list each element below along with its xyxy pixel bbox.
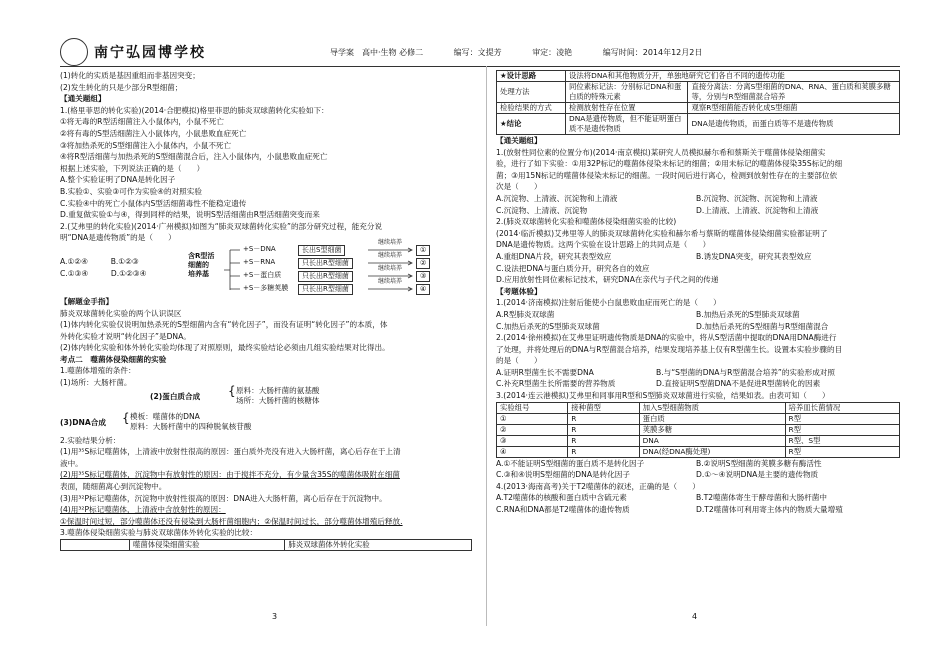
table-header: 接种菌型 <box>568 402 639 413</box>
option: B.加热后杀死的S型肺炎双球菌 <box>696 309 800 319</box>
text-line: 根据上述实验，下列说法正确的是（ ） <box>60 163 205 173</box>
arrow-label: 继续培养 <box>375 251 405 260</box>
option: A.整个实验证明了DNA是转化因子 <box>60 175 176 185</box>
arrows <box>366 244 416 296</box>
text-line: 的是（ ） <box>496 356 542 366</box>
dna-synth: (3)DNA合成 <box>60 417 106 427</box>
diagram-base <box>188 252 214 279</box>
base-label: 细菌的 <box>188 260 209 269</box>
arrow-label: 继续培养 <box>375 264 405 273</box>
option: B.实验①、实验③可作为实验④的对照实验 <box>60 186 202 196</box>
text-line: (3)用³²P标记噬菌体，沉淀物中放射性很高的原因：DNA进入大肠杆菌，离心后存在于沉淀物中。 <box>60 493 387 503</box>
option: D.上清液、上清液、沉淀物和上清液 <box>696 205 819 215</box>
text-line: 3.噬菌体侵染细菌实验与肺炎双球菌体外转化实验的比较： <box>60 528 258 538</box>
option: C.①③④ <box>60 268 89 278</box>
result-box: 长出S型细菌 <box>298 245 345 256</box>
option: D.加热后杀死的S型细菌与R型细菌混合 <box>696 321 829 331</box>
table-cell: R型 <box>785 446 900 457</box>
table-cell: DNA是遗传物质，而蛋白质等不是遗传物质 <box>688 114 900 135</box>
table-cell: ③ <box>497 435 568 446</box>
table-key: 检验结果的方式 <box>497 103 566 114</box>
result-table <box>496 402 900 458</box>
option: D.应用放射性同位素标记技术，研究DNA在亲代与子代之间的传递 <box>496 275 719 285</box>
table-cell: R型、S型 <box>785 435 900 446</box>
text-line: (4)用³²P标记噬菌体，上清液中含放射性的原因： <box>60 505 226 515</box>
base-label: 含R型活 <box>188 251 215 260</box>
base-label: 培养基 <box>188 269 209 278</box>
text-line: (2)体内转化实验和体外转化实验均体现了对照原则，最终实验结论必须由几组实验结果对比得出。 <box>60 343 390 353</box>
school-logo-icon <box>60 38 88 66</box>
table-cell: 直接分离法：分离S型细菌的DNA、RNA、蛋白质和荚膜多糖等，分别与R型细菌混合培养 <box>688 82 900 103</box>
table-cell: DNA(经DNA酶处理) <box>639 446 785 457</box>
text-line: 了处理，并将处理后的DNA与R型菌混合培养，结果发现培养基上仅有R型菌生长。设置本实验步骤的目 <box>496 344 843 354</box>
question: 2.(艾弗里的转化实验)(2014·广州模拟)如图为“肺炎双球菌转化实验”的部分研究过程，能充分说 <box>60 221 383 231</box>
page-header <box>60 38 900 64</box>
left-page <box>60 70 472 551</box>
write-time: 编写时间：2014年12月2日 <box>602 48 703 57</box>
option: B.沉淀物、沉淀物、沉淀物和上清液 <box>696 193 818 203</box>
table-key: ★设计思路 <box>497 71 566 82</box>
arrow-label: 继续培养 <box>375 238 405 247</box>
option: D.直接证明S型菌DNA不是促进R型菌转化的因素 <box>656 379 821 389</box>
table-header: 噬菌体侵染细菌实验 <box>130 540 285 551</box>
text-line: (1)转化的实质是基因重组而非基因突变； <box>60 71 200 80</box>
text-line: ①保温时间过短，部分噬菌体还没有侵染到大肠杆菌细胞内；②保温时间过长，部分噬菌体增殖后释放. <box>60 516 403 526</box>
table-cell: ④ <box>497 446 568 457</box>
table-cell: DNA <box>639 435 785 446</box>
text-line: 模板：噬菌体的DNA <box>130 411 200 421</box>
reviewer: 审定：凌艳 <box>532 48 573 57</box>
text-line: ③将加热杀死的S型细菌注入小鼠体内，小鼠不死亡 <box>60 140 232 150</box>
school-name: 南宁弘园博学校 <box>94 45 206 61</box>
text-line: (1)体内转化实验仅说明加热杀死的S型细菌内含有“转化因子”，而没有证明“转化因子”的本质，体 <box>60 320 388 330</box>
table-cell: R <box>568 424 639 435</box>
table-key: 处理方法 <box>497 82 566 103</box>
text-line: 次是（ ） <box>496 182 542 192</box>
result-number: ③ <box>416 271 430 282</box>
question: 1.(2014·济南模拟)注射后能使小白鼠患败血症而死亡的是（ ） <box>496 298 721 308</box>
text-line: (1)场所：大肠杆菌。 <box>60 378 132 388</box>
question: 1.(放射性同位素的位置分布)(2014·南京模拟)某研究人员模拟赫尔希和蔡斯关于噬菌体侵染细菌实 <box>496 147 826 157</box>
option: D.重复做实验①与④，得到同样的结果，说明S型活细菌由R型活细菌突变而来 <box>60 210 320 220</box>
table-key: ★结论 <box>497 114 566 135</box>
header-meta <box>330 47 730 58</box>
table-cell: R <box>568 435 639 446</box>
table-header: 加入S型细菌物质 <box>639 402 785 413</box>
option: C.沉淀物、上清液、沉淀物 <box>496 205 588 215</box>
text-line: 1.噬菌体增殖的条件： <box>60 366 136 376</box>
table-cell: 设法将DNA和其他物质分开，单独地研究它们各自不同的遗传功能 <box>566 71 900 82</box>
table-cell <box>61 540 130 551</box>
options-block <box>60 256 180 279</box>
section-heading: 考点二 噬菌体侵染细菌的实验 <box>60 354 167 364</box>
text-line: 原料：大肠杆菌的氨基酸 <box>236 385 320 395</box>
table-cell: R型 <box>785 424 900 435</box>
section-heading: 【通关题组】 <box>496 136 542 145</box>
page-number: 3 <box>272 612 278 621</box>
header-rule <box>60 66 900 67</box>
text-line: (2)发生转化的只是少部分R型细菌； <box>60 82 183 92</box>
option: B.①②③ <box>110 256 139 266</box>
protein-synth: (2)蛋白质合成 <box>150 391 201 401</box>
brace-icon: { <box>228 383 236 398</box>
section-heading: 【解题金手指】 <box>60 296 114 306</box>
right-page <box>496 70 900 516</box>
text-line: 外转化实验才说明“转化因子”是DNA。 <box>60 331 191 341</box>
text-line: (1)用³⁵S标记噬菌体，上清液中放射性很高的原因：蛋白质外壳没有进入大肠杆菌，离心后存在于上清 <box>60 447 401 457</box>
reagent-protein: +S－蛋白质 <box>240 271 284 280</box>
table-cell: ② <box>497 424 568 435</box>
option: C.设法把DNA与蛋白质分开，研究各自的效应 <box>496 263 650 273</box>
table-cell: 蛋白质 <box>639 413 785 424</box>
option: A.①②④ <box>60 256 88 266</box>
table-cell: ① <box>497 413 568 424</box>
text-line: 肺炎双球菌转化实验的两个认识误区 <box>60 308 182 318</box>
option: A.证明R型菌生长不需要DNA <box>496 367 594 377</box>
text-line: (2)用³⁵S标记噬菌体，沉淀物中有放射性的原因：由于搅拌不充分，有少量含35S的噬菌体吸附在细菌 <box>60 470 400 480</box>
option: D.①～④说明DNA是主要的遗传物质 <box>696 470 819 480</box>
option: C.③和④说明S型细菌的DNA是转化因子 <box>496 470 630 480</box>
table-cell: 同位素标记法：分别标记DNA和蛋白质的特殊元素 <box>566 82 688 103</box>
text-line: ④将R型活细菌与加热杀死的S型细菌混合后，注入小鼠体内，小鼠患败血症死亡 <box>60 152 328 162</box>
option: B.②说明S型细菌的荚膜多糖有酶活性 <box>696 458 822 468</box>
reagent-dna: +S－DNA <box>240 245 279 254</box>
text-line: 菌；③用15N标记的噬菌体侵染未标记的细菌。一段时间后进行离心，检测到放射性存在的主要部位依 <box>496 170 838 180</box>
question: 2.(肺炎双球菌转化实验和噬菌体侵染细菌实验的比较) <box>496 217 677 227</box>
reagent-capsule: +S－多糖荚膜 <box>240 284 291 293</box>
table-header: 肺炎双球菌体外转化实验 <box>285 540 472 551</box>
option: C.RNA和DNA都是T2噬菌体的遗传物质 <box>496 505 630 515</box>
text-line: 液中。 <box>60 458 83 468</box>
text-line: (2014·临沂模拟)艾弗里等人的肺炎双球菌转化实验和赫尔希与蔡斯的噬菌体侵染细菌实验都证明了 <box>496 228 828 238</box>
compare-table <box>496 70 900 135</box>
text-line: 验，进行了如下实验：①用32P标记的噬菌体侵染未标记的细菌；②用未标记的噬菌体侵染35S标记的细 <box>496 159 843 169</box>
option: D.T2噬菌体可利用寄主体内的物质大量增殖 <box>696 505 843 515</box>
option: B.T2噬菌体寄生于酵母菌和大肠杆菌中 <box>696 493 827 503</box>
text-line: 原料：大肠杆菌中的四种脱氧核苷酸 <box>130 421 252 431</box>
option: A.重组DNA片段，研究其表型效应 <box>496 251 612 261</box>
section-heading: 【考题体验】 <box>496 286 542 296</box>
option: C.加热后杀死的S型肺炎双球菌 <box>496 321 600 331</box>
text-line: 表面，随细菌离心到沉淀物中。 <box>60 482 167 492</box>
brace-icon: { <box>122 410 130 425</box>
text-line: 明“DNA是遗传物质”的是（ ） <box>60 233 176 243</box>
section-heading: 【通关题组】 <box>60 94 106 104</box>
question: 4.(2013·海南高考)关于T2噬菌体的叙述，正确的是（ ） <box>496 481 700 491</box>
page-divider <box>486 66 487 626</box>
doc-title: 导学案 高中·生物 必修二 <box>330 48 424 57</box>
table-cell: R型 <box>785 413 900 424</box>
table-header: 实验组号 <box>497 402 568 413</box>
table-cell: R <box>568 413 639 424</box>
option: B.诱发DNA突变，研究其表型效应 <box>696 251 812 261</box>
result-box: 只长出R型细菌 <box>298 258 353 269</box>
result-number: ① <box>416 245 430 256</box>
arrow-label: 继续培养 <box>375 277 405 286</box>
text-line: ①将无毒的R型活细菌注入小鼠体内，小鼠不死亡 <box>60 117 224 127</box>
option: A.R型肺炎双球菌 <box>496 309 555 319</box>
option: A.T2噬菌体的核酸和蛋白质中含硫元素 <box>496 493 627 503</box>
text-line: DNA是遗传物质。这两个实验在设计思路上的共同点是（ ） <box>496 240 711 250</box>
result-box: 只长出R型细菌 <box>298 271 353 282</box>
author: 编写：文提芳 <box>453 48 502 57</box>
compare-table-head <box>60 539 472 551</box>
page-number: 4 <box>692 612 698 621</box>
table-cell: 荚膜多糖 <box>639 424 785 435</box>
diagram-brace <box>222 244 242 296</box>
option: C.补充R型菌生长所需要的营养物质 <box>496 379 616 389</box>
table-cell: DNA是遗传物质，但不能证明蛋白质不是遗传物质 <box>566 114 688 135</box>
text-line: 场所：大肠杆菌的核糖体 <box>236 395 320 405</box>
question: 2.(2014·徐州模拟)在艾弗里证明遗传物质是DNA的实验中，将从S型活菌中提取的DNA用DNA酶进行 <box>496 333 837 343</box>
table-cell: R <box>568 446 639 457</box>
question: 1.(格里菲思的转化实验)(2014·合肥模拟)格里菲思的肺炎双球菌转化实验如下： <box>60 105 329 115</box>
reagent-rna: +S－RNA <box>240 258 278 267</box>
option: D.①②③④ <box>110 268 147 278</box>
table-cell: 检测放射性存在位置 <box>566 103 688 114</box>
option: C.实验④中的死亡小鼠体内S型活细菌毒性不能稳定遗传 <box>60 198 247 208</box>
table-header: 培养皿长菌情况 <box>785 402 900 413</box>
text-line: ②将有毒的S型活细菌注入小鼠体内，小鼠患败血症死亡 <box>60 128 247 138</box>
question: 3.(2014·连云港模拟)艾弗里和同事用R型和S型肺炎双球菌进行实验，结果如表。由表可知（ ） <box>496 391 830 401</box>
option: A.①不能证明S型细菌的蛋白质不是转化因子 <box>496 458 645 468</box>
option: A.沉淀物、上清液、沉淀物和上清液 <box>496 193 618 203</box>
result-number: ④ <box>416 284 430 295</box>
table-cell: 观察R型细菌能否转化成S型细菌 <box>688 103 900 114</box>
option: B.与“S型菌的DNA与R型菌混合培养”的实验形成对照 <box>656 367 835 377</box>
result-number: ② <box>416 258 430 269</box>
result-box: 只长出R型细菌 <box>298 284 353 295</box>
text-line: 2.实验结果分析： <box>60 435 121 445</box>
